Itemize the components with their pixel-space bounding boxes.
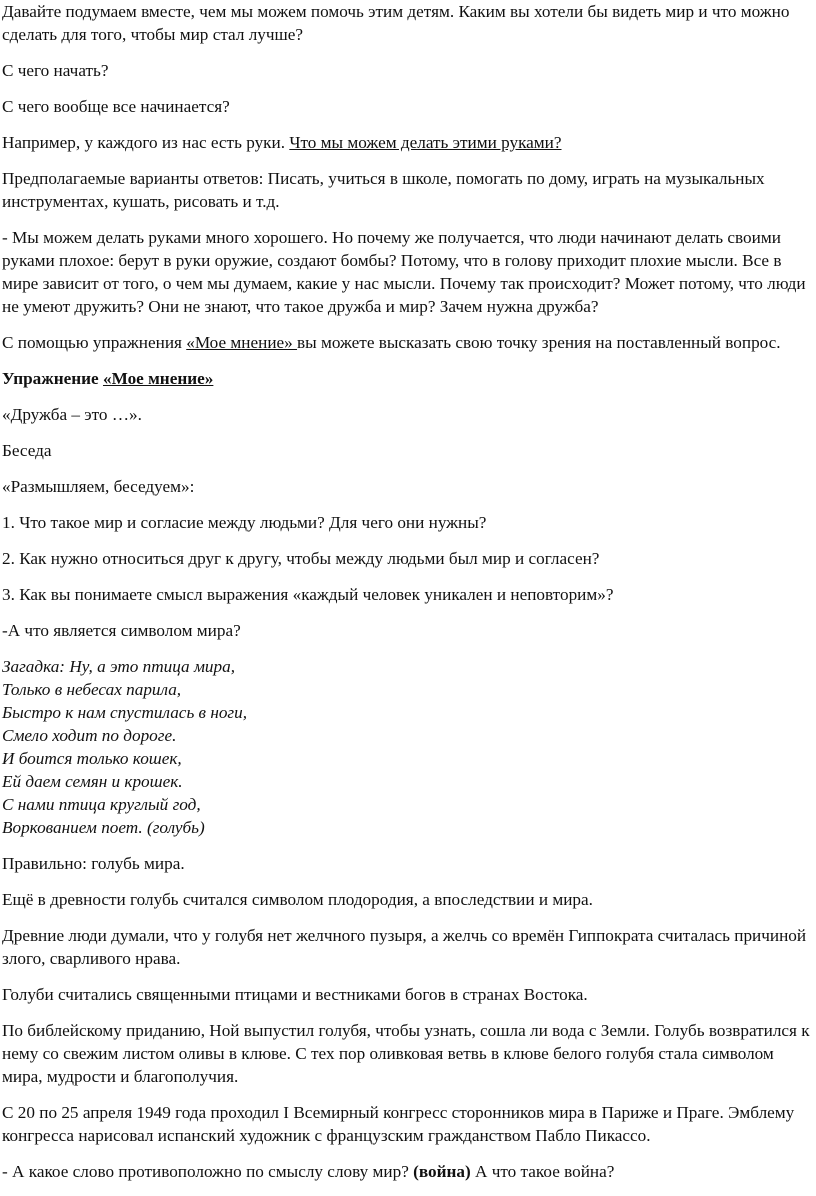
riddle-line: Загадка: Ну, а это птица мира, xyxy=(2,657,235,676)
riddle-line: Только в небесах парила, xyxy=(2,680,182,699)
riddle-line: Быстро к нам спустилась в ноги, xyxy=(2,703,248,722)
noah-paragraph: По библейскому приданию, Ной выпустил голубя, чтобы узнать, сошла ли вода с Земли. Голубь возвратился к нему со свежим листом оливы в клюве. С тех пор оливковая ветвь в клюве белого голубя стала символом мира, мудрости и благополучия. xyxy=(2,1021,810,1086)
conversation-heading: Беседа xyxy=(2,441,52,460)
correct-answer-paragraph: Правильно: голубь мира. xyxy=(2,854,185,873)
riddle-line: И боится только кошек, xyxy=(2,749,182,768)
good-hands-paragraph: - Мы можем делать руками много хорошего. Но почему же получается, что люди начинают делать своими руками плохое: берут в руки оружие, создают бомбы? Потому, что в голову приходит плохие мысли. Все в мире зависит от того, о чем мы думаем, какие у нас мысли. Почему так происходит? Может потому, что люди не умеют дружить? Они не знают, что такое дружба и мир? Зачем нужна дружба? xyxy=(2,228,806,316)
exercise-intro-paragraph xyxy=(2,331,810,354)
expected-answers-paragraph: Предполагаемые варианты ответов: Писать, учиться в школе, помогать по дому, играть на музыкальных инструментах, кушать, рисовать и т.д. xyxy=(2,169,765,211)
intro-paragraph: Давайте подумаем вместе, чем мы можем помочь этим детям. Каким вы хотели бы видеть мир и что можно сделать для того, чтобы мир стал лучше? xyxy=(2,2,790,44)
congress-paragraph: С 20 по 25 апреля 1949 года проходил I Всемирный конгресс сторонников мира в Париже и Праге. Эмблему конгресса нарисовал испанский художник с французским гражданством Пабло Пикассо. xyxy=(2,1103,795,1145)
sacred-birds-paragraph: Голуби считались священными птицами и вестниками богов в странах Востока. xyxy=(2,985,588,1004)
exercise-intro-text-end: вы можете высказать свою точку зрения на поставленный вопрос. xyxy=(297,333,781,352)
riddle-line: Смело ходит по дороге. xyxy=(2,726,177,745)
war-question-paragraph xyxy=(2,1160,810,1183)
riddle-line: С нами птица круглый год, xyxy=(2,795,201,814)
conversation-title: «Размышляем, беседуем»: xyxy=(2,477,195,496)
ancient-dove-paragraph: Ещё в древности голубь считался символом плодородия, а впоследствии и мира. xyxy=(2,890,593,909)
war-answer: (война) xyxy=(413,1162,471,1181)
hands-question-link[interactable]: Что мы можем делать этими руками? xyxy=(289,133,562,152)
hands-text: Например, у каждого из нас есть руки. xyxy=(2,133,290,152)
peace-symbol-question: -А что является символом мира? xyxy=(2,621,241,640)
gallbladder-paragraph: Древние люди думали, что у голубя нет желчного пузыря, а желчь со времён Гиппократа считалась причиной злого, сварливого нрава. xyxy=(2,926,807,968)
question-where-to-start: С чего начать? xyxy=(2,61,109,80)
question-2: 2. Как нужно относиться друг к другу, чтобы между людьми был мир и согласен? xyxy=(2,549,600,568)
exercise-name-link[interactable]: «Мое мнение» xyxy=(102,369,214,388)
question-how-it-begins: С чего вообще все начинается? xyxy=(2,97,230,116)
document-page xyxy=(2,0,810,1196)
question-1: 1. Что такое мир и согласие между людьми? Для чего они нужны? xyxy=(2,513,487,532)
riddle-poem xyxy=(2,655,810,839)
my-opinion-link[interactable]: «Мое мнение» xyxy=(186,333,298,352)
war-question-end: А что такое война? xyxy=(470,1162,615,1181)
riddle-line: Ей даем семян и крошек. xyxy=(2,772,183,791)
friendship-prompt: «Дружба – это …». xyxy=(2,405,142,424)
war-question-text: - А какое слово противоположно по смыслу слову мир? xyxy=(2,1162,414,1181)
question-3: 3. Как вы понимаете смысл выражения «каждый человек уникален и неповторим»? xyxy=(2,585,614,604)
exercise-intro-text: С помощью упражнения xyxy=(2,333,187,352)
exercise-heading xyxy=(2,367,810,390)
hands-paragraph xyxy=(2,131,810,154)
riddle-line: Воркованием поет. (голубь) xyxy=(2,818,205,837)
exercise-label: Упражнение xyxy=(2,369,103,388)
